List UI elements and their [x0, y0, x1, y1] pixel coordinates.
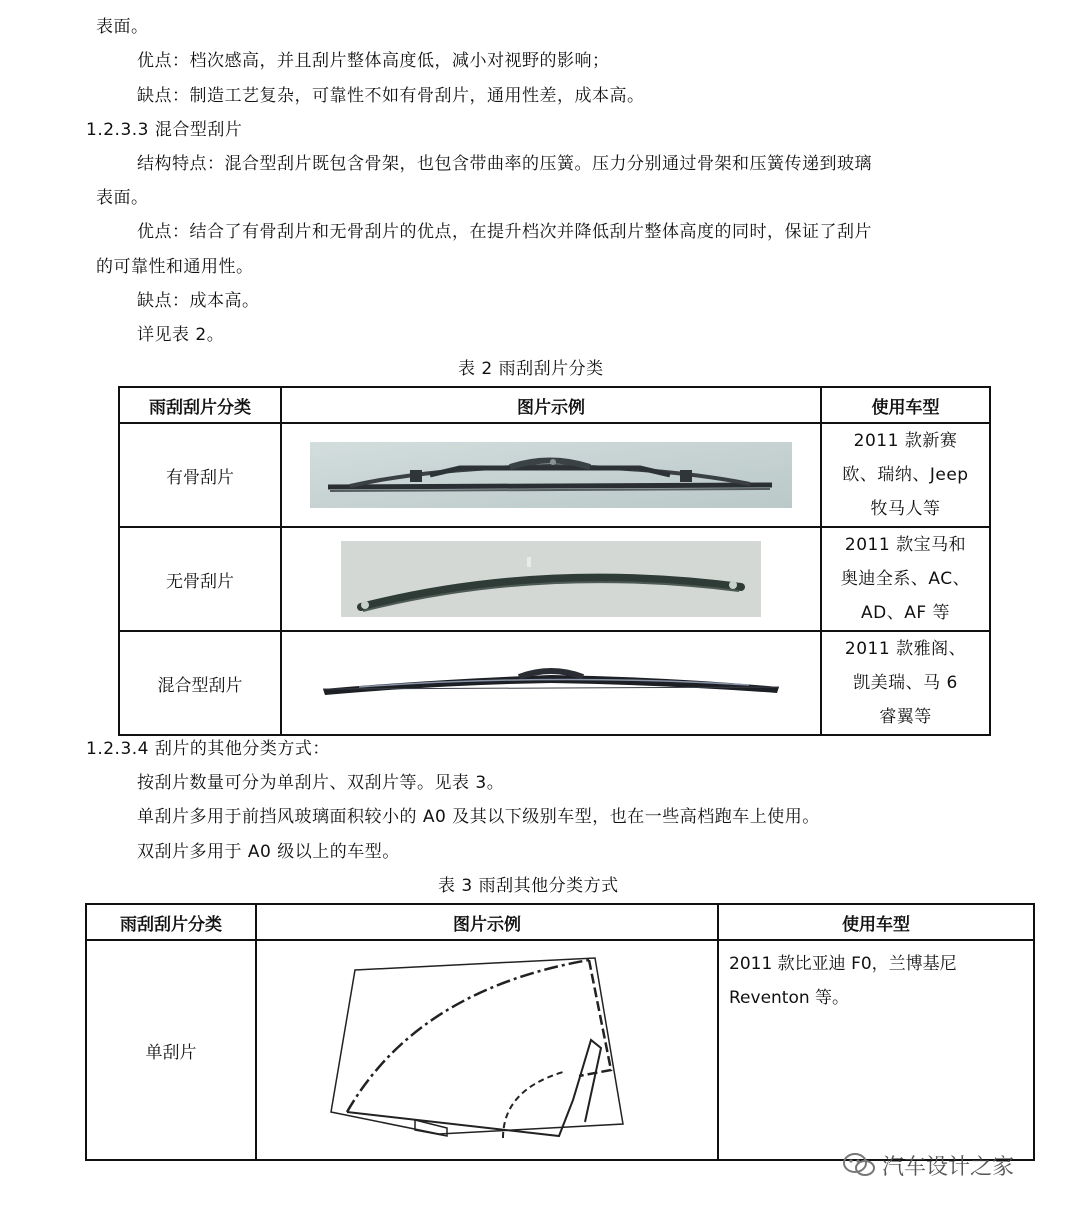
models-cell [821, 423, 990, 527]
section-heading: 1.2.3.4 刮片的其他分类方式： [86, 739, 330, 759]
column-header: 使用车型 [821, 387, 990, 423]
framed-wiper-image [310, 442, 792, 508]
hybrid-wiper-image [319, 663, 783, 703]
column-header: 使用车型 [718, 904, 1034, 940]
text-line: 表面。 [96, 188, 149, 208]
image-cell [281, 423, 821, 527]
model-line: 2011 款宝马和 [844, 535, 967, 555]
table-row [119, 631, 990, 735]
image-cell [281, 527, 821, 631]
table2-caption: 表 2 雨刮刮片分类 [458, 359, 604, 379]
table3-caption: 表 3 雨刮其他分类方式 [438, 876, 619, 896]
row-name: 有骨刮片 [119, 423, 281, 527]
watermark [842, 1148, 1014, 1182]
text-line: 按刮片数量可分为单刮片、双刮片等。见表 3。 [137, 773, 505, 793]
frameless-wiper-image [341, 541, 761, 617]
text-line: 结构特点：混合型刮片既包含骨架，也包含带曲率的压簧。压力分别通过骨架和压簧传递到玻璃 [137, 154, 872, 174]
models-cell [821, 527, 990, 631]
column-header: 图片示例 [281, 387, 821, 423]
table-row [86, 940, 1034, 1160]
model-line: 2011 款新赛 [853, 431, 958, 451]
wechat-icon [842, 1151, 876, 1179]
table3 [85, 903, 1035, 1161]
row-name: 单刮片 [86, 940, 256, 1160]
section-heading: 1.2.3.3 混合型刮片 [86, 120, 243, 140]
text-line: 优点：结合了有骨刮片和无骨刮片的优点，在提升档次并降低刮片整体高度的同时，保证了刮片 [137, 222, 872, 242]
table-row [119, 423, 990, 527]
model-line: 奥迪全系、AC、 [840, 569, 971, 589]
model-line: 凯美瑞、马 6 [853, 673, 958, 693]
row-name: 混合型刮片 [119, 631, 281, 735]
models-cell [718, 940, 1034, 1160]
text-line: 的可靠性和通用性。 [96, 257, 254, 277]
table-header-row [86, 904, 1034, 940]
model-line: 牧马人等 [870, 499, 941, 519]
table2 [118, 386, 991, 736]
model-line: 睿翼等 [879, 707, 932, 727]
model-line: AD、AF 等 [860, 603, 951, 623]
text-line: 单刮片多用于前挡风玻璃面积较小的 A0 及其以下级别车型，也在一些高档跑车上使用。 [137, 807, 820, 827]
image-cell [256, 940, 718, 1160]
text-line: 双刮片多用于 A0 级以上的车型。 [137, 842, 400, 862]
table-header-row [119, 387, 990, 423]
watermark-text: 汽车设计之家 [882, 1154, 1015, 1180]
model-line: 2011 款雅阁、 [844, 639, 967, 659]
text-line: 缺点：成本高。 [137, 291, 260, 311]
column-header: 雨刮刮片分类 [86, 904, 256, 940]
column-header: 雨刮刮片分类 [119, 387, 281, 423]
text-line: 缺点：制造工艺复杂，可靠性不如有骨刮片，通用性差，成本高。 [137, 86, 645, 106]
model-line: 欧、瑞纳、Jeep [842, 465, 969, 485]
text-line: 表面。 [96, 17, 149, 37]
row-name: 无骨刮片 [119, 527, 281, 631]
model-line: Reventon 等。 [729, 988, 850, 1008]
image-cell [281, 631, 821, 735]
text-line: 详见表 2。 [137, 325, 225, 345]
models-cell [821, 631, 990, 735]
single-wiper-diagram [327, 950, 647, 1150]
model-line: 2011 款比亚迪 F0，兰博基尼 [729, 954, 957, 974]
table-row [119, 527, 990, 631]
text-line: 优点：档次感高，并且刮片整体高度低，减小对视野的影响； [137, 51, 610, 71]
column-header: 图片示例 [256, 904, 718, 940]
